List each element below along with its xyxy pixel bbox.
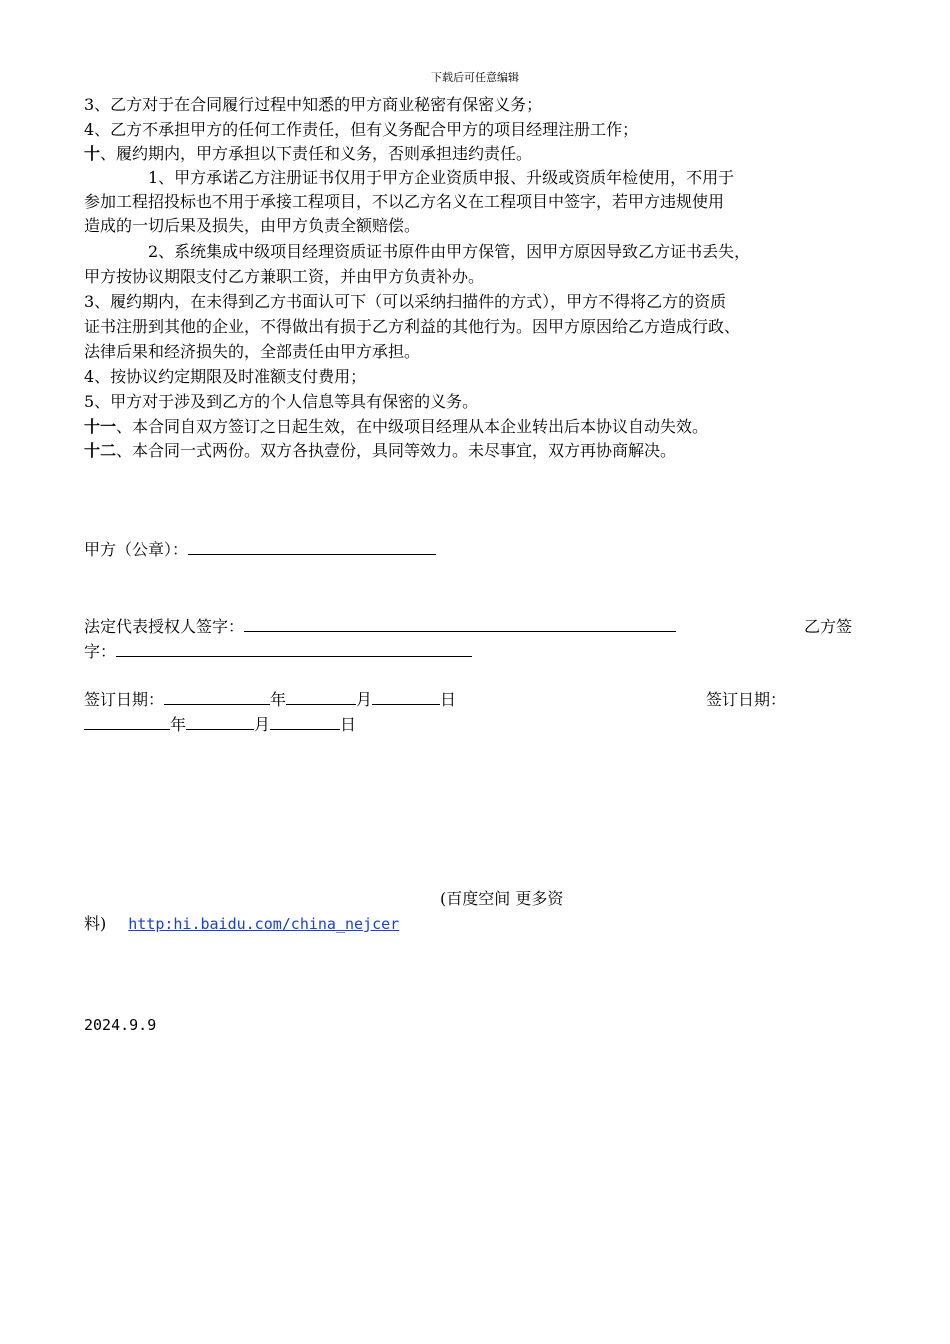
clause10-item2-line2: 甲方按协议期限支付乙方兼职工资，并由甲方负责补办。 xyxy=(84,267,485,286)
clause11-number: 十一 xyxy=(84,417,117,436)
clause12 xyxy=(84,441,864,461)
party-b-signature-blank[interactable] xyxy=(116,642,472,657)
party-b-label-1: 乙方签 xyxy=(804,617,853,636)
clause12-text: 、本合同一式两份。双方各执壹份，具同等效力。未尽事宜，双方再协商解决。 xyxy=(116,441,677,460)
document-date: 2024.9.9 xyxy=(84,1016,157,1034)
party-a-seal-blank[interactable] xyxy=(188,540,436,555)
date-a-day-label: 日 xyxy=(440,690,457,709)
date-label-a: 签订日期： xyxy=(84,690,165,709)
clause10-item5: 5、甲方对于涉及到乙方的个人信息等具有保密的义务。 xyxy=(84,392,479,411)
party-b-signature-line xyxy=(84,642,864,662)
date-a-month-label: 月 xyxy=(356,690,373,709)
clause9-item4: 4、乙方不承担甲方的任何工作责任，但有义务配合甲方的项目经理注册工作； xyxy=(84,120,639,139)
clause10-item4: 4、按协议约定期限及时准额支付费用； xyxy=(84,367,367,386)
date-label-b: 签订日期： xyxy=(706,690,787,709)
baidu-link[interactable]: http:hi.baidu.com/china_nejcer xyxy=(128,915,400,933)
rep-signature-blank[interactable] xyxy=(244,617,676,632)
date-b-day-blank[interactable] xyxy=(270,715,340,730)
clause10-item2-line1: 2、系统集成中级项目经理资质证书原件由甲方保管，因甲方原因导致乙方证书丢失， xyxy=(148,242,751,261)
clause10-item3-line1: 3、履约期内，在未得到乙方书面认可下（可以采纳扫描件的方式），甲方不得将乙方的资质 xyxy=(84,292,727,311)
rep-label: 法定代表授权人签字： xyxy=(84,617,245,636)
footer-note-line xyxy=(84,914,864,934)
date-line-b xyxy=(84,715,864,735)
clause12-number: 十二 xyxy=(84,441,117,460)
clause10-item1-line3: 造成的一切后果及损失，由甲方负责全额赔偿。 xyxy=(84,216,421,235)
clause10-item1-line1: 1、甲方承诺乙方注册证书仅用于甲方企业资质申报、升级或资质年检使用，不用于 xyxy=(148,168,735,187)
date-a-year-blank[interactable] xyxy=(164,690,270,705)
clause11-text: 、本合同自双方签订之日起生效，在中级项目经理从本企业转出后本协议自动失效。 xyxy=(116,417,709,436)
party-b-label-2: 字： xyxy=(84,642,117,661)
clause10-heading xyxy=(84,144,864,164)
clause10-item1-line2: 参加工程招投标也不用于承接工程项目，不以乙方名义在工程项目中签字，若甲方违规使用 xyxy=(84,192,725,211)
party-a-label: 甲方（公章）： xyxy=(84,540,189,559)
date-a-year-label: 年 xyxy=(270,690,287,709)
date-b-year-label: 年 xyxy=(170,715,187,734)
clause10-heading-text: 、履约期内，甲方承担以下责任和义务，否则承担违约责任。 xyxy=(100,144,533,163)
footer-note-1: (百度空间 更多资 xyxy=(440,889,564,908)
clause9-item3: 3、乙方对于在合同履行过程中知悉的甲方商业秘密有保密义务； xyxy=(84,95,543,114)
date-a-month-blank[interactable] xyxy=(286,690,356,705)
date-b-year-blank[interactable] xyxy=(84,715,170,730)
date-b-day-label: 日 xyxy=(340,715,357,734)
date-a-day-blank[interactable] xyxy=(372,690,440,705)
clause10-item3-line3: 法律后果和经济损失的，全部责任由甲方承担。 xyxy=(84,342,421,361)
clause10-item3-line2: 证书注册到其他的企业，不得做出有损于乙方利益的其他行为。因甲方原因给乙方造成行政、 xyxy=(84,317,741,336)
date-b-month-label: 月 xyxy=(254,715,271,734)
clause11 xyxy=(84,417,864,437)
clause10-number: 十 xyxy=(84,144,101,163)
party-a-seal-line xyxy=(84,540,864,560)
date-b-month-blank[interactable] xyxy=(186,715,254,730)
footer-note-2: 料) xyxy=(84,914,107,933)
rep-signature-line xyxy=(84,617,864,637)
page-header: 下载后可任意编辑 xyxy=(431,71,519,84)
